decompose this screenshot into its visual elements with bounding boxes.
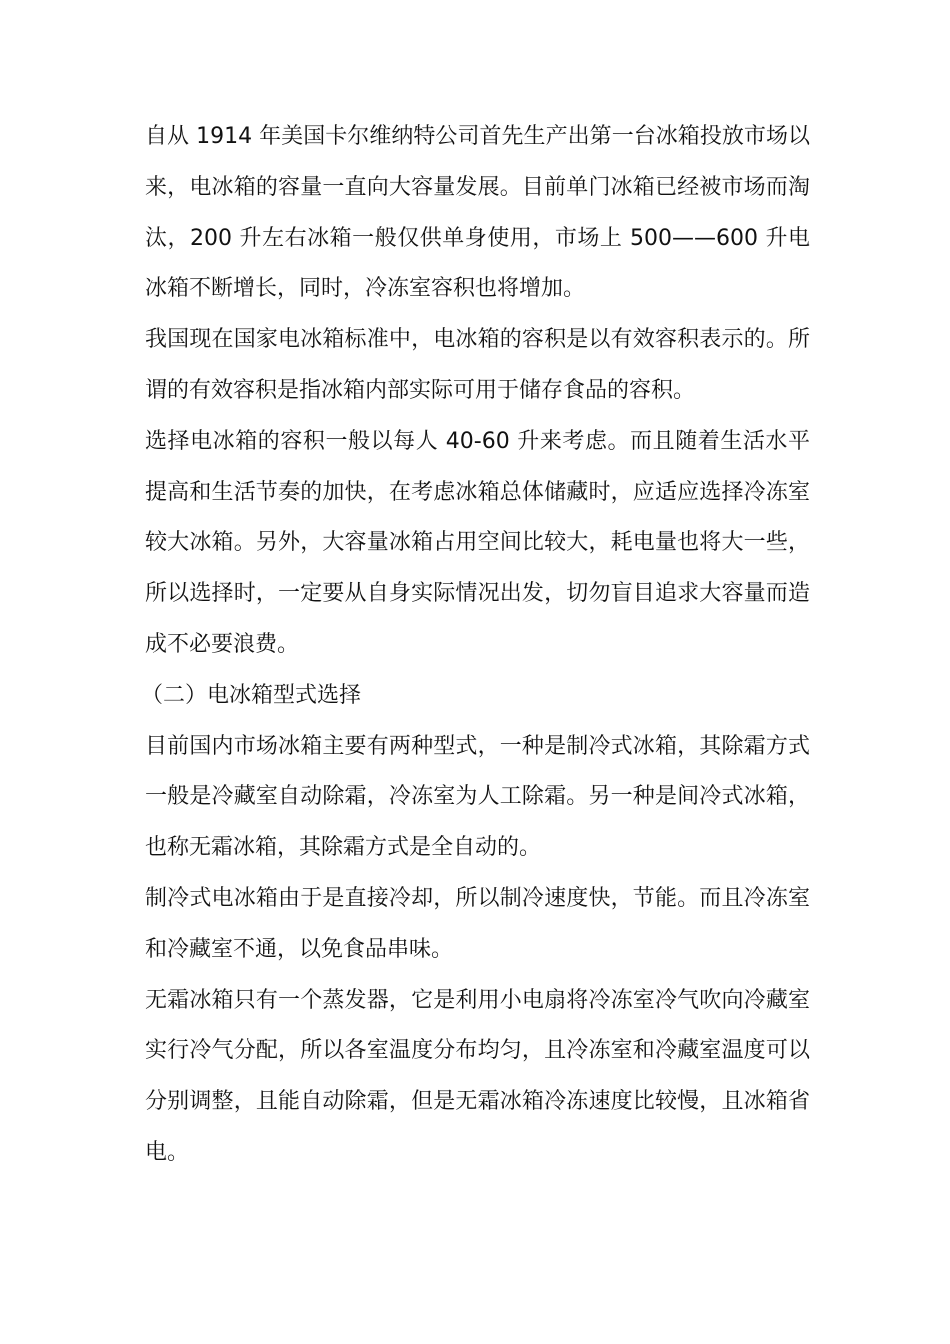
- paragraph-frost-free: 无霜冰箱只有一个蒸发器，它是利用小电扇将冷冻室冷气吹向冷藏室实行冷气分配，所以各室温度分布均匀，且冷冻室和冷藏室温度可以分别调整，且能自动除霜，但是无霜冰箱冷冻速度比较慢，且冰箱省电。: [145, 987, 810, 1165]
- paragraph-fridge-types: 目前国内市场冰箱主要有两种型式，一种是制冷式冰箱，其除霜方式一般是冷藏室自动除霜，冷冻室为人工除霜。另一种是间冷式冰箱，也称无霜冰箱，其除霜方式是全自动的。: [145, 733, 810, 861]
- paragraph-fridge-capacity-history: 自从 1914 年美国卡尔维纳特公司首先生产出第一台冰箱投放市场以来，电冰箱的容量一直向大容量发展。目前单门冰箱已经被市场而淘汰，200 升左右冰箱一般仅供单身使用，市场上 500——600 升电冰箱不断增长，同时，冷冻室容积也将增加。: [145, 124, 810, 302]
- section-heading: （二）电冰箱型式选择: [141, 682, 362, 708]
- paragraph-choosing-capacity: 选择电冰箱的容积一般以每人 40-60 升来考虑。而且随着生活水平提高和生活节奏的加快，在考虑冰箱总体储藏时，应适应选择冷冻室较大冰箱。另外，大容量冰箱占用空间比较大，耗电量也将大一些，所以选择时，一定要从自身实际情况出发，切勿盲目追求大容量而造成不必要浪费。: [145, 428, 810, 657]
- document-body: [141, 112, 810, 1179]
- paragraph-effective-volume: 我国现在国家电冰箱标准中，电冰箱的容积是以有效容积表示的。所谓的有效容积是指冰箱内部实际可用于储存食品的容积。: [145, 327, 810, 403]
- paragraph-direct-cooling: 制冷式电冰箱由于是直接冷却，所以制冷速度快，节能。而且冷冻室和冷藏室不通，以免食品串味。: [145, 885, 810, 962]
